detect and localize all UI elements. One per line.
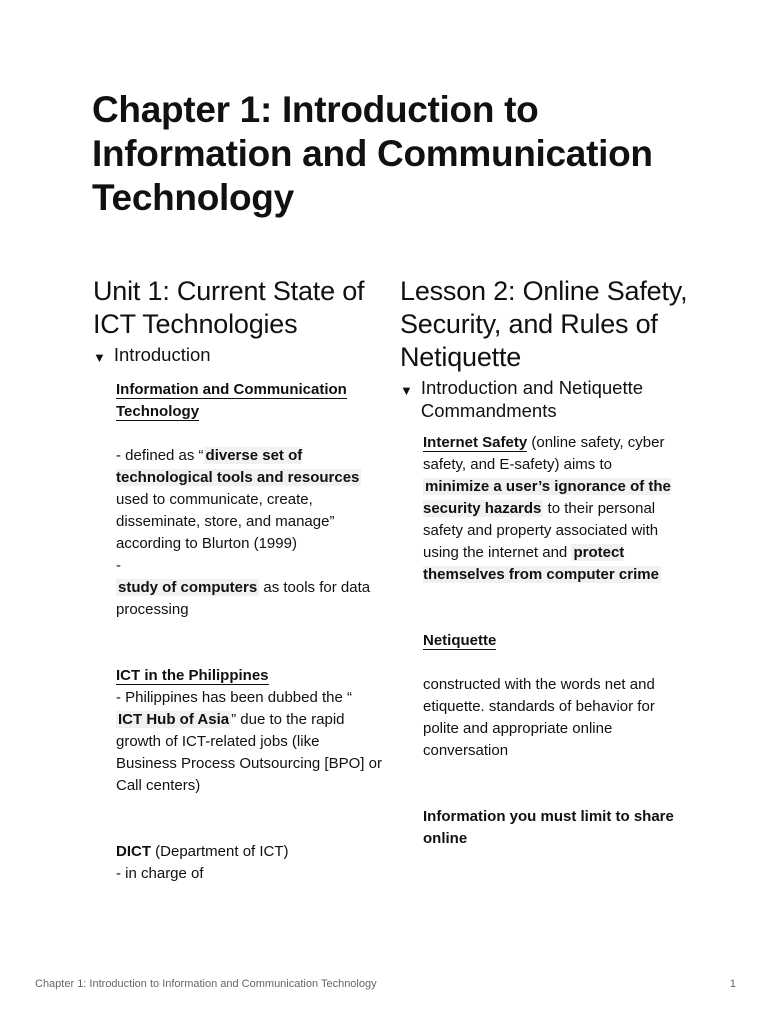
philippines-text: ICT Hub of Asia ” due to the rapid growth of ICT-related jobs (like Business Process Outsourcing [BPO] or Call centers)	[116, 711, 382, 794]
triangle-down-icon: ▼	[93, 350, 106, 365]
toggle-netiquette[interactable]	[400, 376, 690, 422]
page-title: Chapter 1: Introduction to Information and Communication Technology	[92, 89, 653, 218]
philippines-line: - Philippines has been dubbed the “	[116, 689, 353, 706]
netiquette-heading: Netiquette	[423, 632, 497, 649]
netiquette-definition: constructed with the words net and etiquette. standards of behavior for polite and appropriate online conversation	[423, 676, 655, 759]
right-column	[400, 275, 690, 850]
unit-heading: Unit 1: Current State of ICT Technologies	[93, 276, 365, 339]
philippines-heading: ICT in the Philippines	[116, 667, 269, 684]
toggle-label: Introduction	[113, 344, 211, 365]
internet-safety-text: Internet Safety (online safety, cyber safety, and E-safety) aims to	[423, 434, 665, 473]
ict-definition: - defined as “ diverse set of technological tools and resources used to communicate, create, disseminate, store, and manage” according to Blurton (1999)	[116, 447, 360, 552]
internet-safety-aims: minimize a user’s ignorance of the security hazards to their personal safety and property associated with using the internet and protect themselves from computer crime	[423, 478, 671, 583]
highlight-text: ICT Hub of Asia	[118, 711, 230, 728]
dict-line-2: - in charge of	[116, 865, 204, 882]
toggle-content	[423, 432, 690, 850]
page-footer	[35, 978, 736, 990]
toggle-label: Introduction and Netiquette Commandments	[420, 377, 644, 421]
internet-safety-heading: Internet Safety	[423, 434, 528, 451]
lesson-heading: Lesson 2: Online Safety, Security, and Rules of Netiquette	[400, 276, 688, 372]
dash-line: -	[116, 557, 121, 574]
highlight-text: protect themselves from computer crime	[423, 544, 659, 583]
left-column	[93, 275, 383, 885]
dict-line: DICT (Department of ICT)	[116, 843, 289, 860]
ict-heading: Information and Communication Technology	[116, 381, 347, 420]
toggle-content	[116, 379, 383, 885]
footer-title: Chapter 1: Introduction to Information and Communication Technology	[35, 978, 377, 990]
highlight-text: minimize a user’s ignorance of the security hazards	[423, 478, 671, 517]
page-number: 1	[729, 978, 736, 990]
study-line: study of computers as tools for data processing	[116, 579, 371, 618]
highlight-text: study of computers	[118, 579, 258, 596]
highlight-text: diverse set of technological tools and resources	[116, 447, 360, 486]
triangle-down-icon: ▼	[400, 383, 413, 398]
toggle-introduction[interactable]	[93, 343, 383, 369]
limit-heading: Information you must limit to share online	[423, 808, 674, 847]
